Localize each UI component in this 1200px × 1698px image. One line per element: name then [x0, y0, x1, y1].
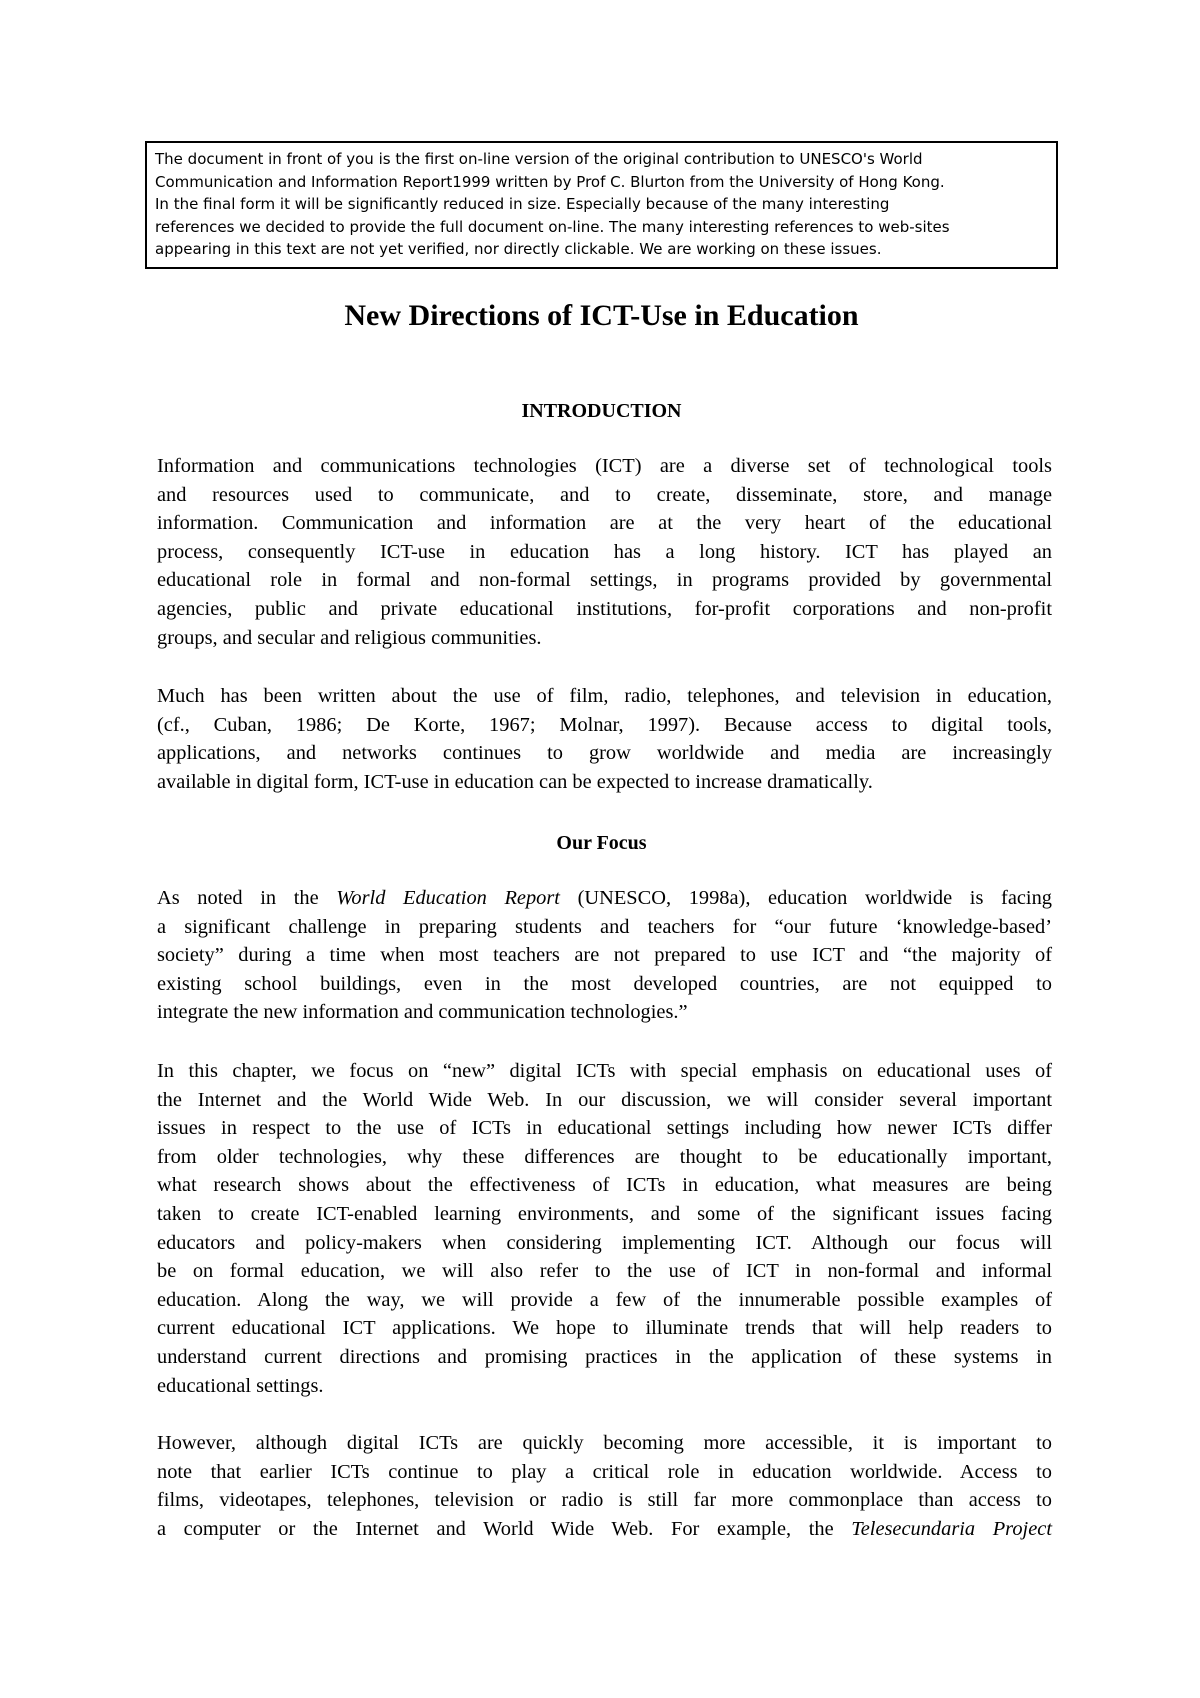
paragraph-line: However, although digital ICTs are quickly becoming more accessible, it is important to	[157, 1432, 1052, 1454]
project-name-italic: Telesecundaria Project	[851, 1517, 1052, 1540]
paragraph-line: educational settings.	[157, 1374, 324, 1397]
paragraph-line: available in digital form, ICT-use in education can be expected to increase dramatically.	[157, 770, 873, 793]
document-title: New Directions of ICT-Use in Education	[344, 299, 859, 332]
paragraph-line: society” during a time when most teachers are not prepared to use ICT and “the majority of	[157, 944, 1052, 967]
notice-line: Communication and Information Report1999 written by Prof C. Blurton from the University of Hong Kong.	[155, 172, 945, 191]
paragraph-line: agencies, public and private educational institutions, for-profit corporations and non-profit	[157, 597, 1052, 620]
paragraph-world-education-report	[157, 884, 1052, 1027]
paragraph-line: note that earlier ICTs continue to play a critical role in education worldwide. Access to	[157, 1460, 1052, 1483]
heading-introduction: INTRODUCTION	[521, 400, 682, 422]
paragraph-line: (cf., Cuban, 1986; De Korte, 1967; Molnar, 1997). Because access to digital tools,	[157, 713, 1052, 736]
paragraph-line: what research shows about the effectiveness of ICTs in education, what measures are being	[157, 1174, 1052, 1197]
notice-line: In the final form it will be significantly reduced in size. Especially because of the many interesting	[155, 195, 890, 213]
paragraph-line: process, consequently ICT-use in education has a long history. ICT has played an	[157, 540, 1052, 563]
notice-line: The document in front of you is the first on-line version of the original contribution to UNESCO's World	[155, 150, 923, 168]
notice-line: appearing in this text are not yet verified, nor directly clickable. We are working on these issues.	[155, 240, 882, 258]
paragraph-line: applications, and networks continues to grow worldwide and media are increasingly	[157, 742, 1052, 765]
paragraph-line: Much has been written about the use of film, radio, telephones, and television in education,	[157, 685, 1052, 707]
paragraph-line: educational role in formal and non-formal settings, in programs provided by governmental	[157, 569, 1052, 592]
line-text: a computer or the Internet and World Wide Web. For example, the	[157, 1517, 852, 1540]
paragraph-line: integrate the new information and communication technologies.”	[157, 1001, 688, 1024]
line-text: As noted in the	[157, 887, 337, 909]
paragraph-line: a significant challenge in preparing students and teachers for “our future ‘knowledge-based’	[157, 915, 1052, 938]
paragraph-line: current educational ICT applications. We hope to illuminate trends that will help readers to	[157, 1317, 1052, 1340]
paragraph-media-history	[157, 682, 1052, 796]
paragraph-line: from older technologies, why these differences are thought to be educationally important,	[157, 1145, 1052, 1168]
notice-line: references we decided to provide the full document on-line. The many interesting references to web-sites	[155, 217, 950, 236]
paragraph-line: groups, and secular and religious communities.	[157, 626, 542, 649]
paragraph-introduction	[157, 452, 1052, 652]
report-title-italic: World Education Report	[336, 887, 560, 909]
paragraph-line: Information and communications technologies (ICT) are a diverse set of technological tools	[157, 455, 1052, 477]
paragraph-line: and resources used to communicate, and to create, disseminate, store, and manage	[157, 483, 1052, 506]
line-text: (UNESCO, 1998a), education worldwide is facing	[559, 887, 1052, 909]
paragraph-chapter-focus	[157, 1057, 1052, 1400]
paragraph-line	[157, 884, 1052, 913]
paragraph-line	[157, 1515, 1052, 1544]
paragraph-line: taken to create ICT-enabled learning environments, and some of the significant issues facing	[157, 1202, 1052, 1225]
paragraph-line: existing school buildings, even in the most developed countries, are not equipped to	[157, 972, 1052, 995]
online-version-notice	[145, 141, 1058, 269]
paragraph-line: films, videotapes, telephones, television or radio is still far more commonplace than access to	[157, 1489, 1052, 1512]
paragraph-line: education. Along the way, we will provide a few of the innumerable possible examples of	[157, 1288, 1052, 1311]
paragraph-line: In this chapter, we focus on “new” digital ICTs with special emphasis on educational uses of	[157, 1060, 1052, 1082]
heading-our-focus: Our Focus	[556, 832, 647, 854]
paragraph-earlier-icts	[157, 1429, 1052, 1543]
paragraph-line: be on formal education, we will also refer to the use of ICT in non-formal and informal	[157, 1260, 1052, 1283]
paragraph-line: educators and policy-makers when considering implementing ICT. Although our focus will	[157, 1231, 1052, 1254]
paragraph-line: information. Communication and information are at the very heart of the educational	[157, 512, 1052, 535]
paragraph-line: understand current directions and promising practices in the application of these systems in	[157, 1345, 1052, 1368]
paragraph-line: the Internet and the World Wide Web. In our discussion, we will consider several important	[157, 1088, 1052, 1111]
paragraph-line: issues in respect to the use of ICTs in educational settings including how newer ICTs differ	[157, 1117, 1052, 1140]
